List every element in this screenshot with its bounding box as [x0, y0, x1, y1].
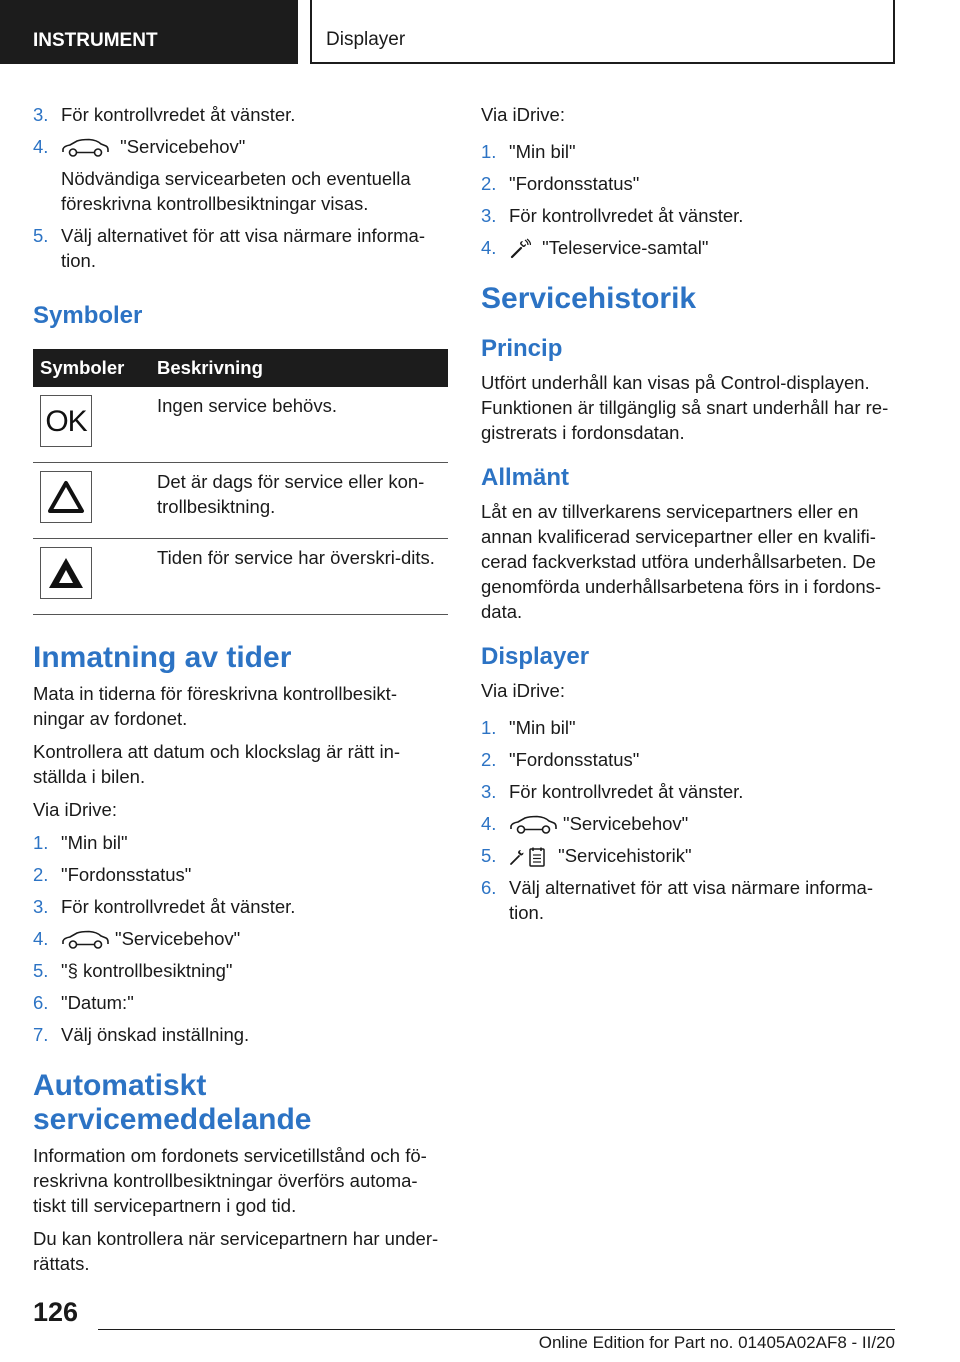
list-item [481, 235, 896, 260]
step-number: 2. [481, 749, 497, 771]
step-text: Välj önskad inställning. [61, 1024, 250, 1045]
displayer-steps-list [481, 715, 896, 925]
table-row [33, 463, 448, 539]
list-item [481, 811, 896, 836]
step-text: "Servicebehov" [563, 813, 689, 835]
step-text: "Min bil" [509, 141, 576, 162]
step-number: 3. [481, 781, 497, 803]
step-text: "Fordonsstatus" [509, 749, 640, 771]
table-header-description: Beskrivning [150, 349, 448, 387]
step-number: 3. [33, 104, 49, 125]
table-cell-description: Tiden för service har överskri-dits. [150, 539, 448, 615]
step-text: "Min bil" [61, 832, 128, 853]
step-text: Välj alternativet för att visa närmare informa-tion. [509, 877, 873, 924]
step-number: 1. [33, 832, 49, 853]
step-number: 2. [481, 173, 497, 194]
list-item [481, 779, 896, 804]
list-item [481, 843, 896, 868]
step-number: 3. [481, 205, 497, 226]
paragraph: Via iDrive: [481, 104, 565, 125]
step-number: 5. [481, 845, 497, 867]
paragraph: Utfört underhåll kan visas på Control-displayen. Funktionen är tillgänglig så snart underhåll har re-gistrerats i fordonsdatan. [481, 372, 889, 444]
displayer-heading: Displayer [481, 643, 590, 671]
paragraph: Via iDrive: [33, 799, 117, 820]
step-text: Välj alternativet för att visa närmare informa-tion. [61, 225, 425, 271]
step-text: "Servicehistorik" [558, 845, 692, 867]
table-cell-description: Ingen service behövs. [150, 387, 448, 463]
list-item [33, 102, 448, 127]
paragraph: Låt en av tillverkarens servicepartners eller en annan kvalificerad servicepartner eller en kvalifi-cerad fackverkstad utföra underhållsarbeten. De genomförda underhållsarbetena förs in i fordons-data. [481, 501, 882, 623]
list-item [33, 223, 448, 273]
warning-triangle-icon [40, 471, 92, 523]
step-number: 4. [33, 136, 49, 157]
section-tab: INSTRUMENT [0, 0, 298, 64]
step-number: 6. [33, 992, 49, 1013]
car-icon [509, 815, 557, 835]
paragraph: Kontrollera att datum och klockslag är rätt in-ställda i bilen. [33, 741, 401, 787]
step-number: 5. [33, 225, 49, 246]
filled-warning-triangle-icon [40, 547, 92, 599]
list-item [33, 1022, 448, 1047]
car-icon [61, 138, 109, 158]
page-number: 126 [33, 1297, 79, 1327]
table-row [33, 387, 448, 463]
header-bar [0, 0, 960, 66]
list-item [481, 139, 896, 164]
teleservice-steps-list [481, 139, 896, 260]
list-item [33, 990, 448, 1015]
table-cell-description: Det är dags för service eller kon-trollbesiktning. [150, 463, 448, 539]
edition-text: Online Edition for Part no. 01405A02AF8 - II/20 [538, 1333, 895, 1352]
step-text: "Teleservice-samtal" [542, 237, 709, 258]
step-number: 4. [33, 928, 49, 949]
step-number: 4. [481, 237, 497, 258]
wrench-call-icon [509, 238, 531, 260]
chapter-tab: Displayer [310, 0, 895, 64]
list-item [33, 862, 448, 887]
step-text: "Servicebehov" [120, 136, 246, 157]
left-column [33, 102, 448, 1284]
step-text: För kontrollvredet åt vänster. [61, 104, 296, 125]
step-number: 2. [33, 864, 49, 885]
step-number: 1. [481, 717, 497, 739]
footer-divider [98, 1329, 895, 1330]
table-row [33, 539, 448, 615]
step-text: För kontrollvredet åt vänster. [509, 205, 744, 226]
step-number: 1. [481, 141, 497, 162]
step-number: 5. [33, 960, 49, 981]
paragraph: Du kan kontrollera när servicepartnern har under-rättats. [33, 1228, 439, 1274]
service-history-icon [509, 846, 547, 868]
steps-top-list [33, 102, 448, 273]
step-text: För kontrollvredet åt vänster. [61, 896, 296, 917]
car-icon [61, 930, 109, 950]
step-text: För kontrollvredet åt vänster. [509, 781, 744, 803]
list-item [33, 830, 448, 855]
step-text: "Fordonsstatus" [509, 173, 640, 194]
list-item [33, 894, 448, 919]
step-number: 3. [33, 896, 49, 917]
automatiskt-heading: Automatiskt servicemeddelande [33, 1069, 312, 1136]
step-number: 6. [481, 877, 497, 899]
paragraph: Information om fordonets servicetillstånd och fö-reskrivna kontrollbesiktningar överförs automa-tiskt till servicepartnern i god tid. [33, 1145, 427, 1216]
paragraph: Via iDrive: [481, 680, 565, 702]
table-header-symbols: Symboler [33, 349, 150, 387]
step-text: "Servicebehov" [115, 928, 241, 949]
step-text: "Fordonsstatus" [61, 864, 192, 885]
ok-icon: OK [40, 395, 92, 447]
step-text: "Min bil" [509, 717, 576, 739]
princip-heading: Princip [481, 335, 563, 363]
list-item [481, 171, 896, 196]
step-text: "Datum:" [61, 992, 134, 1013]
list-item [33, 134, 448, 216]
paragraph: Mata in tiderna för föreskrivna kontrollbesikt-ningar av fordonet. [33, 683, 397, 729]
list-item [481, 715, 896, 740]
list-item [33, 926, 448, 951]
list-item [481, 203, 896, 228]
list-item [33, 958, 448, 983]
list-item [481, 875, 896, 925]
list-item [481, 747, 896, 772]
symbols-table [33, 349, 448, 615]
step-text: "§ kontrollbesiktning" [61, 960, 233, 981]
right-column [481, 102, 896, 935]
allmant-heading: Allmänt [481, 464, 570, 492]
inmatning-steps-list [33, 830, 448, 1047]
step-number: 4. [481, 813, 497, 835]
step-number: 7. [33, 1024, 49, 1045]
servicehistorik-heading: Servicehistorik [481, 282, 697, 316]
step-subtext: Nödvändiga servicearbeten och eventuella föreskrivna kontrollbesiktningar visas. [61, 168, 411, 214]
symbols-heading: Symboler [33, 302, 143, 329]
inmatning-heading: Inmatning av tider [33, 641, 292, 674]
